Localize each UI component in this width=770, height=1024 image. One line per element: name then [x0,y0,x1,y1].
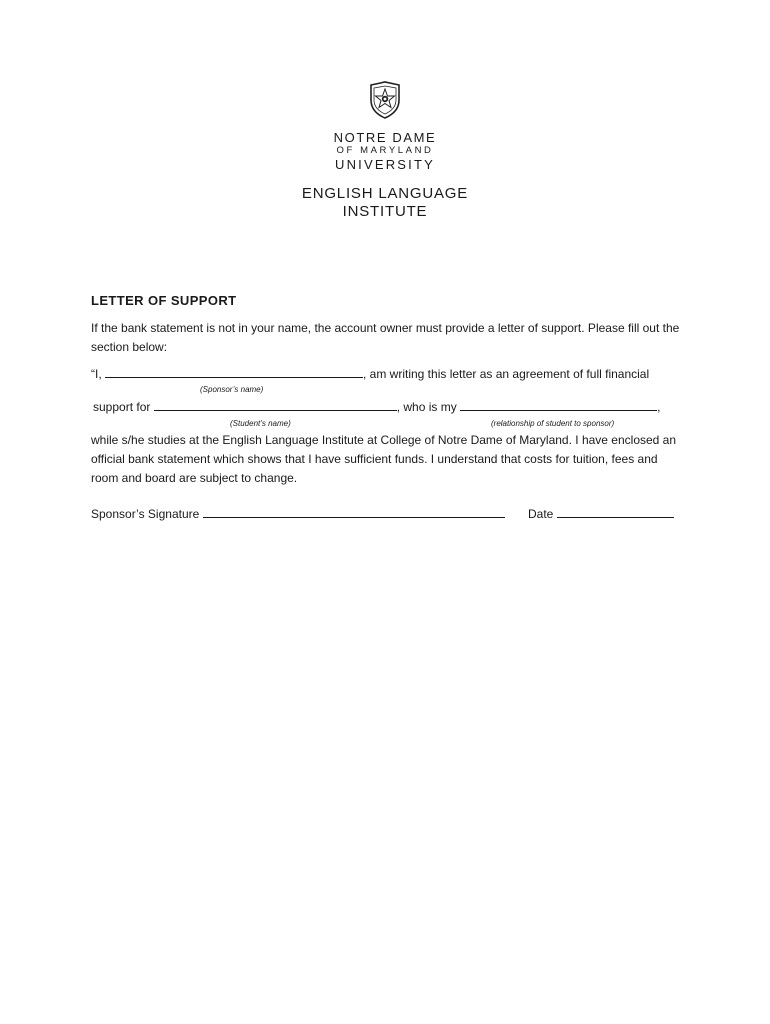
university-crest-icon [365,80,405,120]
line2-suffix: , [657,400,661,414]
signature-label: Sponsor’s Signature [91,507,203,521]
student-name-field[interactable] [154,399,397,411]
university-name-line1: NOTRE DAME [333,130,437,145]
institute-name-line1: ENGLISH LANGUAGE [301,185,469,202]
body-paragraph: while s/he studies at the English Language Institute at College of Notre Dame of Maryland. I have enclosed an official bank statement which shows that I have sufficient funds. I understand that costs for tuition, fees and room and board are subject to change. [91,433,677,485]
relationship-field[interactable] [460,399,657,411]
line2-prefix: support for [93,400,154,414]
letter-title: LETTER OF SUPPORT [91,293,237,308]
signature-field[interactable] [203,506,505,518]
university-name-line3: UNIVERSITY [334,157,435,172]
university-name-line2: OF MARYLAND [336,145,434,156]
student-name-hint: (Student’s name) [230,419,291,428]
date-field[interactable] [557,506,674,518]
intro-paragraph: If the bank statement is not in your name, the account owner must provide a letter of support. Please fill out the section below: [91,321,680,354]
line1-suffix: , am writing this letter as an agreement of full financial [363,367,650,381]
date-label: Date [528,507,557,521]
institute-name-line2: INSTITUTE [342,203,428,220]
sponsor-name-hint: (Sponsor’s name) [200,385,264,394]
line2-middle: , who is my [396,400,461,414]
date-line [528,506,674,522]
student-line [93,399,660,415]
signature-line [91,506,505,522]
relationship-hint: (relationship of student to sponsor) [491,419,615,428]
sponsor-line [91,366,649,382]
sponsor-name-field[interactable] [105,366,363,378]
university-logo [0,80,770,221]
line1-prefix: “I, [91,367,105,381]
